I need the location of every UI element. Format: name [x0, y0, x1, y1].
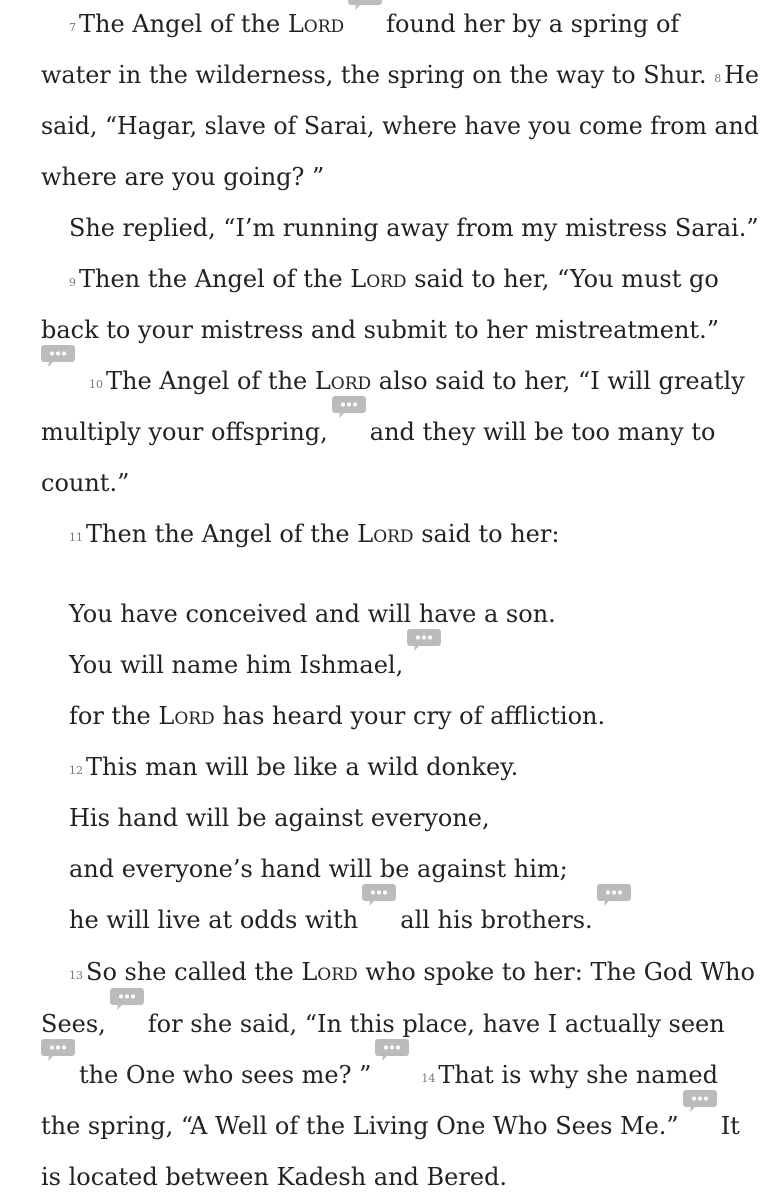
verse-number[interactable]: 11 — [69, 531, 83, 544]
divine-name: Lord — [314, 367, 372, 395]
verse-text: back to your mistress and submit to her mistreatment.” — [41, 316, 719, 344]
verse-text: The Angel of the — [106, 367, 315, 395]
verse-number[interactable]: 12 — [69, 764, 83, 777]
verse-text: The Angel of the — [79, 10, 288, 38]
passage-line — [69, 216, 759, 240]
footnote-icon[interactable] — [41, 1039, 75, 1061]
passage-line — [41, 165, 324, 189]
verse-text: and everyone’s hand will be against him; — [69, 855, 568, 883]
passage-line — [41, 318, 719, 342]
verse-number[interactable]: 9 — [69, 276, 76, 289]
divine-name: Lord — [287, 10, 345, 38]
verse-text: is located between Kadesh and Bered. — [41, 1163, 508, 1191]
footnote-icon[interactable] — [41, 345, 75, 367]
footnote-icon[interactable] — [332, 396, 366, 418]
footnote-icon[interactable] — [407, 629, 441, 651]
passage-line — [41, 1063, 718, 1087]
footnote-icon[interactable] — [597, 884, 631, 906]
verse-text: said to her, “You must go — [406, 265, 719, 293]
verse-text: water in the wilderness, the spring on the way to Shur. — [41, 61, 707, 89]
verse-text: Sees, — [41, 1010, 106, 1038]
verse-text: also said to her, “I will greatly — [371, 367, 745, 395]
poetry-line — [69, 602, 556, 626]
verse-text: has heard your cry of affliction. — [214, 702, 606, 730]
verse-text: You have conceived and will have a son. — [69, 600, 556, 628]
poetry-line — [69, 908, 635, 932]
verse-text: His hand will be against everyone, — [69, 804, 490, 832]
passage-line — [69, 12, 679, 36]
verse-text: Then the Angel of the — [79, 265, 351, 293]
poetry-line — [69, 704, 605, 728]
verse-text: where are you going? ” — [41, 163, 325, 191]
verse-text: for the — [69, 702, 159, 730]
poetry-line — [69, 653, 445, 677]
passage-line — [69, 267, 719, 291]
verse-text: he will live at odds with — [69, 906, 359, 934]
poetry-line — [69, 806, 490, 830]
verse-text: That is why she named — [438, 1061, 718, 1089]
verse-text: You will name him Ishmael, — [69, 651, 404, 679]
verse-number[interactable]: 8 — [714, 72, 722, 85]
verse-text: for she said, “In this place, have I actually seen — [147, 1010, 725, 1038]
footnote-icon[interactable] — [375, 1039, 409, 1061]
verse-text: found her by a spring of — [386, 10, 680, 38]
poetry-line — [69, 755, 518, 779]
verse-number[interactable]: 14 — [421, 1072, 436, 1085]
footnote-icon[interactable] — [348, 0, 382, 10]
passage-line — [41, 114, 759, 138]
passage-line — [69, 522, 559, 546]
verse-number[interactable]: 7 — [69, 21, 76, 34]
verse-text: the One who sees me? ” — [79, 1061, 372, 1089]
verse-text: said, “Hagar, slave of Sarai, where have you come from and — [41, 112, 759, 140]
verse-number[interactable]: 13 — [69, 969, 83, 982]
verse-text: who spoke to her: The God Who — [357, 958, 755, 986]
passage-line — [41, 1114, 740, 1138]
verse-text: She replied, “I’m running away from my mistress Sarai.” — [69, 214, 759, 242]
verse-text: This man will be like a wild donkey. — [86, 753, 519, 781]
verse-text: all his brothers. — [400, 906, 593, 934]
passage-line — [69, 960, 755, 984]
footnote-icon[interactable] — [362, 884, 396, 906]
passage-line — [41, 1165, 507, 1189]
footnote-icon[interactable] — [110, 988, 144, 1010]
verse-text: It — [720, 1112, 740, 1140]
verse-text: multiply your offspring, — [41, 418, 328, 446]
footnote-icon[interactable] — [683, 1090, 717, 1112]
passage-line — [41, 1012, 725, 1036]
verse-number[interactable]: 10 — [89, 378, 103, 391]
passage-line — [41, 471, 129, 495]
verse-text: the spring, “A Well of the Living One Who Sees Me.” — [41, 1112, 679, 1140]
divine-name: Lord — [350, 265, 407, 293]
divine-name: Lord — [158, 702, 215, 730]
poetry-line — [69, 857, 568, 881]
divine-name: Lord — [357, 520, 414, 548]
verse-text: count.” — [41, 469, 130, 497]
passage-line — [41, 63, 759, 87]
passage-line — [41, 420, 715, 444]
divine-name: Lord — [301, 958, 358, 986]
verse-text: So she called the — [86, 958, 302, 986]
passage-line — [41, 369, 745, 393]
verse-text: He — [724, 61, 760, 89]
verse-text: and they will be too many to — [369, 418, 716, 446]
verse-text: said to her: — [413, 520, 560, 548]
verse-text: Then the Angel of the — [86, 520, 358, 548]
